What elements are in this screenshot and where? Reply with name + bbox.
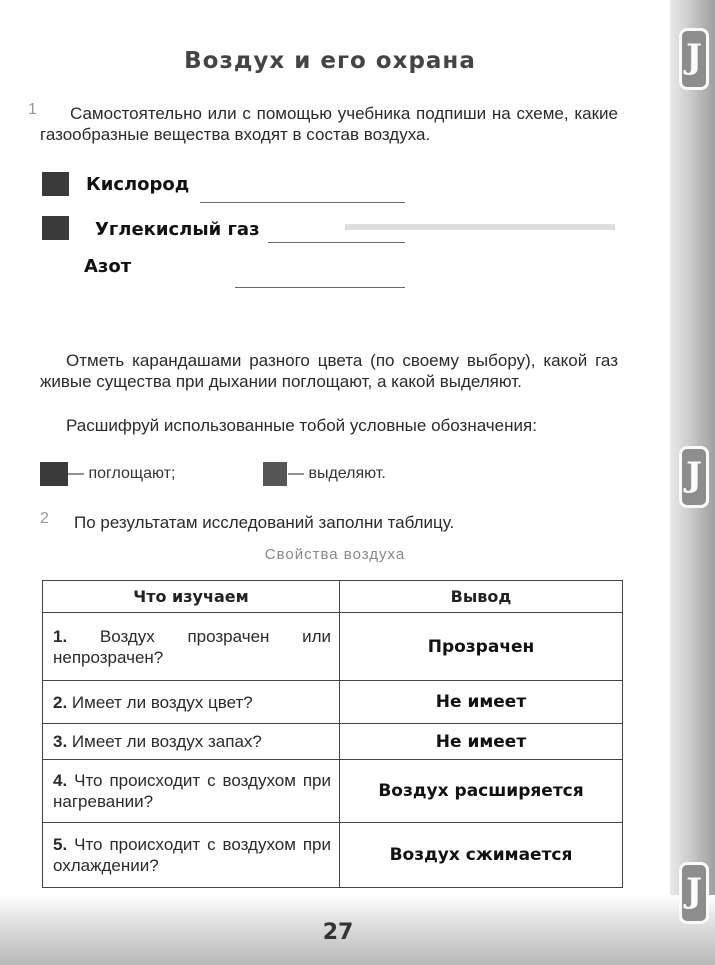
question-text: Что происходит с воздухом при нагревании? [53, 771, 331, 811]
gas-label-carbon-dioxide: Углекислый газ [95, 219, 260, 240]
row-number: 2. [53, 692, 68, 712]
table-row [43, 681, 623, 724]
question-cell [43, 760, 340, 823]
edge-tab-middle: J [679, 446, 709, 508]
header-conclusion: Вывод [340, 581, 623, 613]
answer-cell: Воздух сжимается [340, 823, 623, 888]
co2-color-swatch [42, 216, 69, 240]
oxygen-answer-line [200, 202, 405, 203]
task-1-marker: 1 [28, 101, 37, 118]
page-number: 27 [322, 920, 354, 945]
table-caption: Свойства воздуха [264, 546, 406, 563]
task-2-text: По результатам исследований заполни таблицу. [74, 513, 455, 532]
header-question: Что изучаем [43, 581, 340, 613]
table-row [43, 823, 623, 888]
edge-tab-bottom: J [679, 862, 709, 924]
question-text: Что происходит с воздухом при охлаждении? [53, 835, 331, 875]
row-number: 1. [53, 626, 68, 646]
legend-emit: — выделяют. [288, 465, 386, 482]
task-1-text: Самостоятельно или с помощью учебника подпиши на схеме, какие газообразные вещества входят в состав воздуха. [40, 104, 618, 144]
question-text: Имеет ли воздух цвет? [71, 692, 253, 712]
table-row [43, 760, 623, 823]
page-title: Воздух и его охрана [184, 48, 476, 74]
answer-cell: Не имеет [340, 681, 623, 724]
question-text: Воздух прозрачен или непрозрачен? [53, 626, 331, 667]
emit-legend-swatch [263, 462, 287, 486]
task-1-instruction: Отметь карандашами разного цвета (по своему выбору), какой газ живые существа при дыхании поглощают, а какой выделяют. [40, 351, 618, 391]
gas-label-nitrogen: Азот [84, 256, 132, 277]
nitrogen-answer-line [235, 287, 405, 288]
answer-cell: Прозрачен [340, 613, 623, 681]
absorb-legend-swatch [40, 462, 68, 486]
row-number: 4. [53, 771, 68, 790]
question-text: Имеет ли воздух запах? [71, 732, 262, 751]
co2-answer-line [268, 242, 405, 243]
question-cell [43, 681, 340, 724]
table-header-row [43, 581, 623, 613]
legend-prompt: Расшифруй использованные тобой условные обозначения: [66, 416, 537, 435]
oxygen-color-swatch [42, 172, 69, 196]
answer-cell: Не имеет [340, 724, 623, 760]
legend-absorb: — поглощают; [68, 465, 176, 482]
table-row [43, 613, 623, 681]
row-number: 3. [53, 732, 68, 751]
table-row [43, 724, 623, 760]
question-cell [43, 724, 340, 760]
question-cell [43, 613, 340, 681]
co2-pencil-mark [345, 224, 615, 230]
answer-cell: Воздух расширяется [340, 760, 623, 823]
row-number: 5. [53, 835, 68, 854]
air-properties-table [42, 580, 623, 888]
task-2-marker: 2 [40, 510, 49, 527]
edge-tab-top: J [679, 28, 709, 90]
question-cell [43, 823, 340, 888]
gas-label-oxygen: Кислород [86, 174, 190, 195]
